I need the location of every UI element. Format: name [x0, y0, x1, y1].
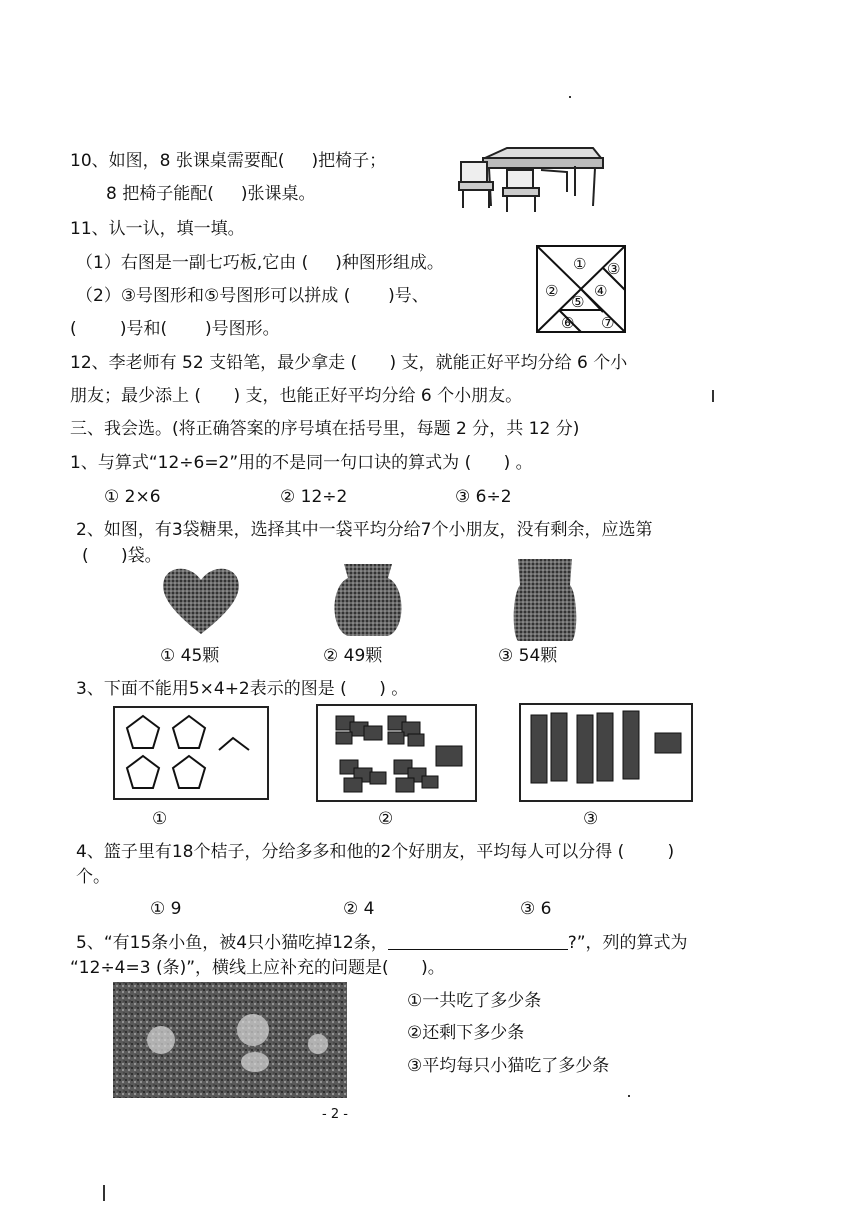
c4-line1: 4、篮子里有18个桔子，分给多多和他的2个好朋友，平均每人可以分得 ( ) — [76, 842, 675, 862]
candy-bag-2-jar — [330, 560, 406, 640]
c5-line1 — [76, 932, 688, 954]
c3-label-1: ① — [152, 809, 168, 829]
q10-line2: 8 把椅子能配( )张课桌。 — [106, 184, 316, 204]
scan-mark — [712, 390, 714, 402]
c2-line2: ( )袋。 — [82, 546, 162, 566]
c1-option-2: ② 12÷2 — [280, 487, 348, 507]
c2-option-3: ③ 54颗 — [498, 646, 558, 666]
desk-chairs-image — [455, 140, 607, 212]
c3-figure-2 — [316, 704, 477, 802]
fish-cats-photo — [113, 982, 347, 1098]
c3-figure-1 — [113, 706, 269, 800]
c3-label-3: ③ — [583, 809, 599, 829]
q11-title: 11、认一认，填一填。 — [70, 219, 245, 239]
c5-line1-end: ?”，列的算式为 — [567, 933, 688, 953]
scan-dot — [628, 1095, 630, 1097]
c4-line2: 个。 — [76, 867, 110, 887]
page-number: - 2 - — [322, 1107, 348, 1122]
c4-option-1: ① 9 — [150, 899, 182, 919]
c2-line1: 2、如图，有3袋糖果，选择其中一袋平均分给7个小朋友，没有剩余，应选第 — [76, 520, 653, 540]
scan-mark — [103, 1185, 105, 1201]
c5-option-2: ②还剩下多少条 — [407, 1023, 525, 1043]
c1-option-3: ③ 6÷2 — [455, 487, 512, 507]
c3-figure-3 — [519, 703, 693, 802]
tangram-label-6: ⑥ — [561, 314, 575, 332]
q11-line2: （2）③号图形和⑤号图形可以拼成 ( )号、 — [76, 286, 429, 306]
c5-option-3: ③平均每只小猫吃了多少条 — [407, 1056, 610, 1076]
candy-bag-1-heart — [160, 564, 242, 636]
scan-dot — [569, 96, 571, 98]
c5-option-1: ①一共吃了多少条 — [407, 991, 542, 1011]
tangram-label-4: ④ — [594, 282, 608, 300]
c3-question: 3、下面不能用5×4+2表示的图是 ( ) 。 — [76, 679, 409, 699]
c4-option-3: ③ 6 — [520, 899, 552, 919]
tangram-label-7: ⑦ — [601, 314, 615, 332]
c3-label-2: ② — [378, 809, 394, 829]
c2-option-1: ① 45颗 — [160, 646, 220, 666]
tangram-label-1: ① — [573, 255, 587, 273]
c2-option-2: ② 49颗 — [323, 646, 383, 666]
q11-line3: ( )号和( )号图形。 — [70, 319, 280, 339]
candy-bag-3 — [512, 555, 578, 643]
c5-line2: “12÷4=3 (条)”，横线上应补充的问题是( )。 — [70, 958, 445, 978]
q12-line2: 朋友；最少添上 ( ) 支，也能正好平均分给 6 个小朋友。 — [70, 386, 523, 406]
c1-option-1: ① 2×6 — [104, 487, 161, 507]
tangram-label-2: ② — [545, 282, 559, 300]
c5-line1-start: 5、“有15条小鱼，被4只小猫吃掉12条， — [76, 933, 388, 953]
tangram-label-5: ⑤ — [571, 293, 585, 311]
tangram-label-3: ③ — [607, 260, 621, 278]
tangram-figure — [535, 244, 627, 336]
q10-line1: 10、如图，8 张课桌需要配( )把椅子； — [70, 151, 387, 171]
q12-line1: 12、李老师有 52 支铅笔，最少拿走 ( ) 支，就能正好平均分给 6 个小 — [70, 353, 628, 373]
q11-line1: （1）右图是一副七巧板,它由 ( )种图形组成。 — [76, 253, 444, 273]
section3-title: 三、我会选。(将正确答案的序号填在括号里，每题 2 分，共 12 分) — [70, 419, 580, 439]
c1-question: 1、与算式“12÷6=2”用的不是同一句口诀的算式为 ( ) 。 — [70, 453, 533, 473]
c5-answer-blank — [388, 933, 568, 950]
c4-option-2: ② 4 — [343, 899, 375, 919]
